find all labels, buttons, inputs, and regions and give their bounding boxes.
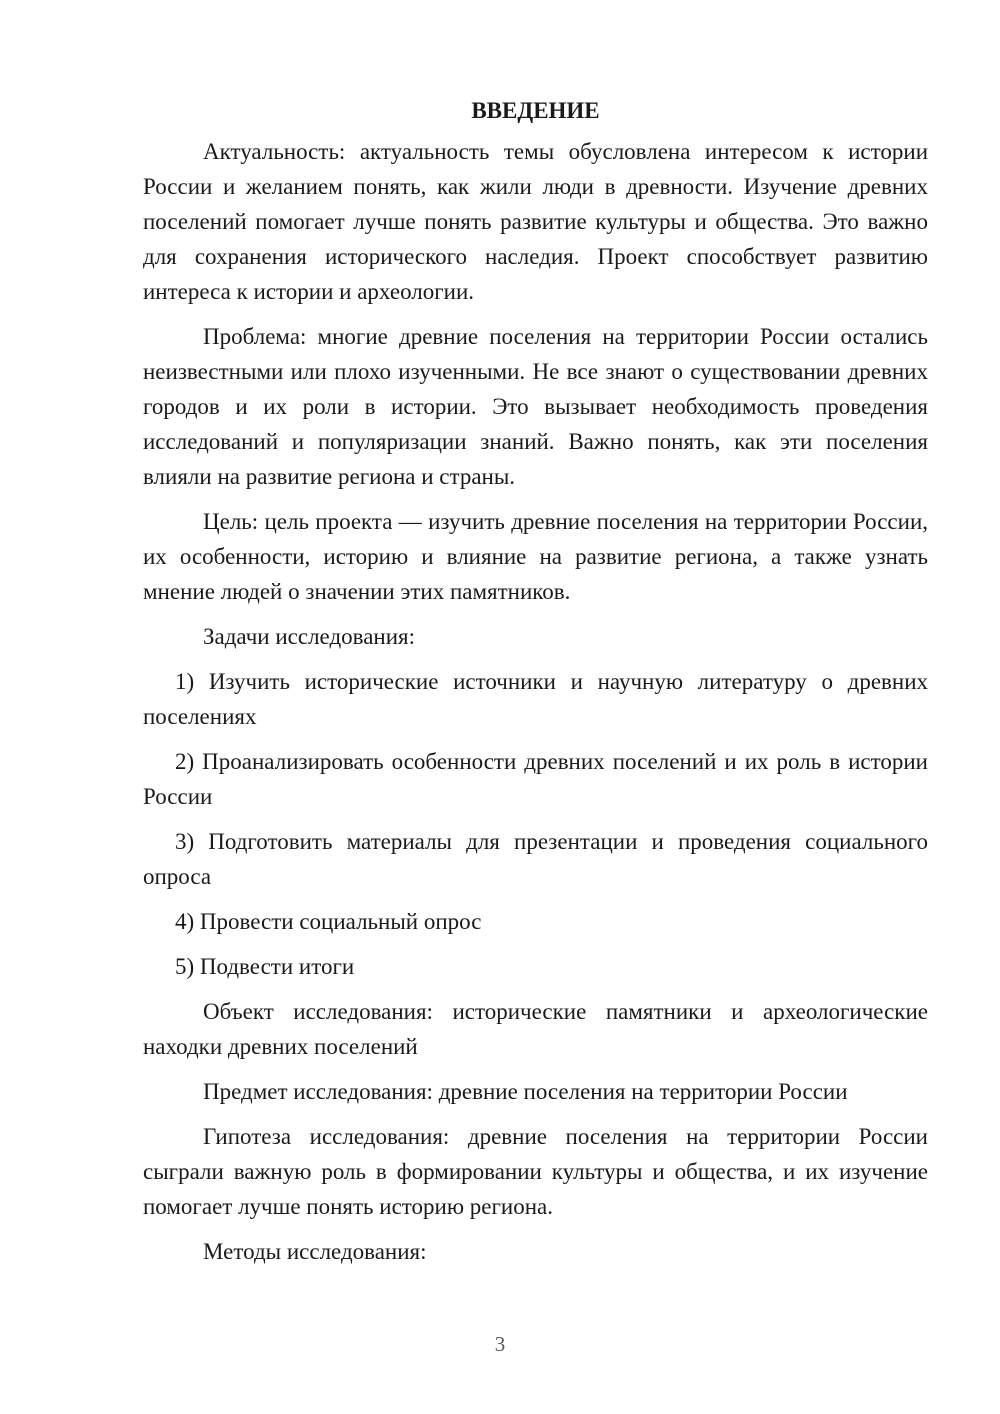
task-item-1: 1) Изучить исторические источники и научную литературу о древних поселениях bbox=[143, 669, 928, 729]
task-item-3: 3) Подготовить материалы для презентации и проведения социального опроса bbox=[143, 829, 928, 889]
document-page bbox=[143, 93, 928, 1279]
task-item-2: 2) Проанализировать особенности древних поселений и их роль в истории России bbox=[143, 749, 928, 809]
relevance-paragraph: Актуальность: актуальность темы обусловлена интересом к истории России и желанием понять, как жили люди в древности. Изучение древних поселений помогает лучше понять развитие культуры и общества. Это важно для сохранения исторического наследия. Проект способствует развитию интереса к истории и археологии. bbox=[143, 139, 928, 304]
goal-paragraph: Цель: цель проекта — изучить древние поселения на территории России, их особенности, историю и влияние на развитие региона, а также узнать мнение людей о значении этих памятников. bbox=[143, 509, 928, 604]
section-heading: ВВЕДЕНИЕ bbox=[471, 98, 600, 123]
page-number: 3 bbox=[494, 1332, 506, 1356]
hypothesis-paragraph: Гипотеза исследования: древние поселения на территории России сыграли важную роль в формировании культуры и общества, и их изучение помогает лучше понять историю региона. bbox=[143, 1124, 928, 1219]
methods-title: Методы исследования: bbox=[203, 1239, 427, 1264]
task-item-4: 4) Провести социальный опрос bbox=[175, 909, 482, 934]
tasks-title: Задачи исследования: bbox=[203, 624, 416, 649]
subject-paragraph: Предмет исследования: древние поселения на территории России bbox=[203, 1079, 848, 1104]
task-item-5: 5) Подвести итоги bbox=[175, 954, 355, 979]
object-paragraph: Объект исследования: исторические памятники и археологические находки древних поселений bbox=[143, 999, 928, 1059]
problem-paragraph: Проблема: многие древние поселения на территории России остались неизвестными или плохо изученными. Не все знают о существовании древних городов и их роли в истории. Это вызывает необходимость проведения исследований и популяризации знаний. Важно понять, как эти поселения влияли на развитие региона и страны. bbox=[143, 324, 928, 489]
